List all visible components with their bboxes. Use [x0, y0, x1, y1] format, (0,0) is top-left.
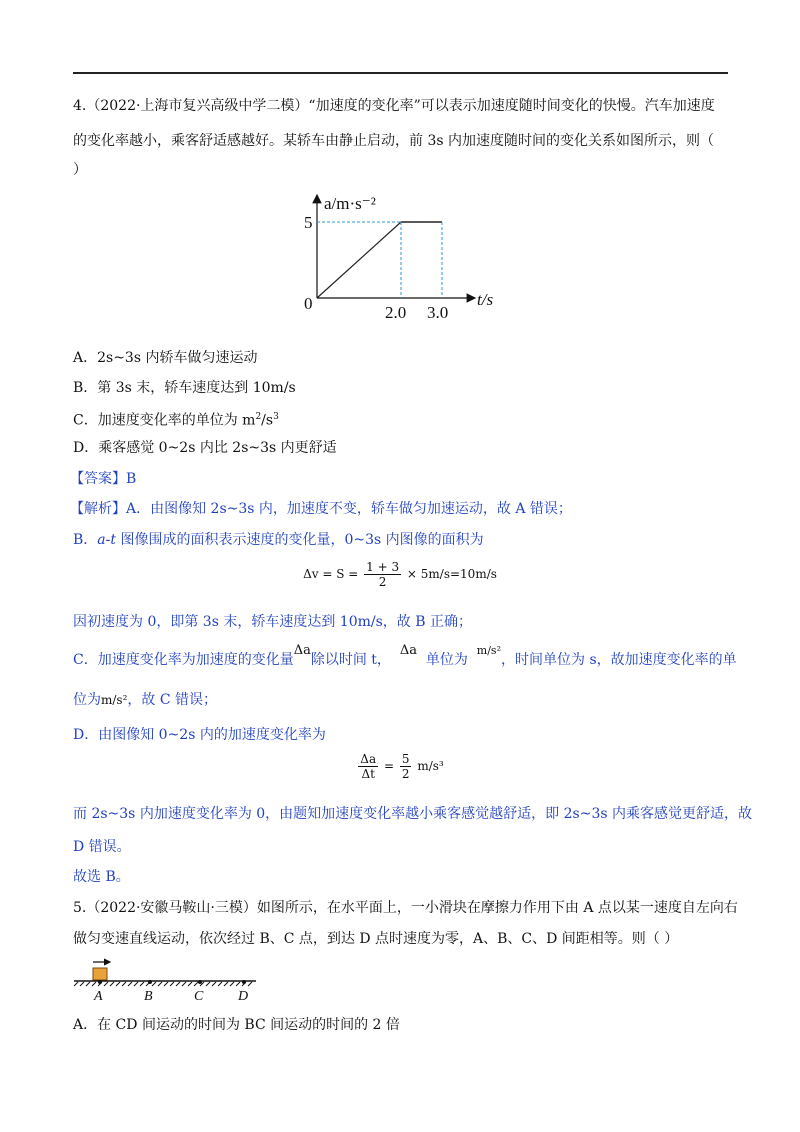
q4-acceleration-graph [290, 185, 520, 325]
q4-analysis-c: C．加速度变化率为加速度的变化量Δa除以时间 t， Δa 单位为 $^{m/s^2}$，时间单位为 s，故加速度变化率的单 [73, 643, 737, 668]
point-c-label: C [194, 989, 204, 1004]
q5-stem-line1: 5.（2022·安徽马鞍山·三模）如图所示，在水平面上，一小滑块在摩擦力作用下由 A 点以某一速度自左向右 [73, 900, 738, 916]
point-b-label: B [144, 989, 153, 1004]
q4-analysis-b2: 因初速度为 0，即第 3s 末，轿车速度达到 10m/s，故 B 正确； [73, 614, 472, 630]
q5-stem-line2: 做匀变速直线运动，依次经过 B、C 点，到达 D 点时速度为零，A、B、C、D 间距相等。则（ ） [73, 931, 679, 947]
ramp-segment [317, 222, 401, 298]
origin-label: 0 [304, 294, 313, 313]
q4-stem-line2: 的变化率越小，乘客舒适感越好。某轿车由静止启动，前 3s 内加速度随时间的变化关系如图所示，则（ [73, 133, 714, 149]
x-axis-label: t/s [477, 290, 494, 309]
formula-jerk: $\frac{\Delta a}{\Delta t}$ = $\frac{5}{2}$ m/s³ [360, 752, 444, 781]
q5-option-a: A．在 CD 间运动的时间为 BC 间运动的时间的 2 倍 [73, 1017, 400, 1033]
q4-analysis-d: D．由图像知 0~2s 内的加速度变化率为 [73, 727, 326, 743]
y-tick-5: 5 [304, 213, 313, 232]
point-b-dot [148, 980, 152, 984]
q4-analysis-b: B．a-t 图像围成的面积表示速度的变化量，0~3s 内图像的面积为 [73, 532, 484, 548]
formula-velocity-change: Δv = S = $\frac{1 + 3}{2}$ × 5m/s=10m/s [303, 560, 497, 589]
q4-option-c: C．加速度变化率的单位为 $m^2/s^3$ [73, 412, 279, 429]
top-rule [73, 72, 728, 74]
sliding-block [93, 968, 107, 980]
q4-analysis-d2: 而 2s~3s 内加速度变化率为 0，由题知加速度变化率越小乘客感觉越舒适，即 2s~3s 内乘客感觉更舒适，故 [73, 806, 752, 822]
q4-stem-line3: ） [73, 162, 87, 178]
point-d-label: D [238, 989, 249, 1004]
y-axis-label: a/m·s⁻² [324, 194, 376, 213]
x-tick-2: 2.0 [385, 303, 407, 322]
q4-analysis-c2: 位为m/s²，故 C 错误； [73, 692, 218, 708]
q4-option-a: A．2s~3s 内轿车做匀速运动 [73, 350, 258, 366]
q4-analysis-a: 【解析】A．由图像知 2s~3s 内，加速度不变，轿车做匀加速运动，故 A 错误； [70, 501, 572, 517]
point-a-dot [98, 980, 102, 984]
x-tick-3: 3.0 [427, 303, 449, 322]
point-c-dot [198, 980, 202, 984]
q4-answer: 【答案】B [70, 471, 137, 487]
q4-analysis-d3: D 错误。 [73, 839, 131, 855]
q4-stem-line1: 4.（2022·上海市复兴高级中学二模）“加速度的变化率”可以表示加速度随时间变化的快慢。汽车加速度 [73, 98, 715, 114]
q4-option-b: B．第 3s 末，轿车速度达到 10m/s [73, 380, 296, 396]
q4-option-d: D．乘客感觉 0~2s 内比 2s~3s 内更舒适 [73, 440, 337, 456]
point-d-dot [242, 980, 246, 984]
q4-conclusion: 故选 B。 [73, 869, 130, 885]
q5-sliding-block-diagram [72, 955, 272, 1005]
point-a-label: A [94, 989, 103, 1004]
